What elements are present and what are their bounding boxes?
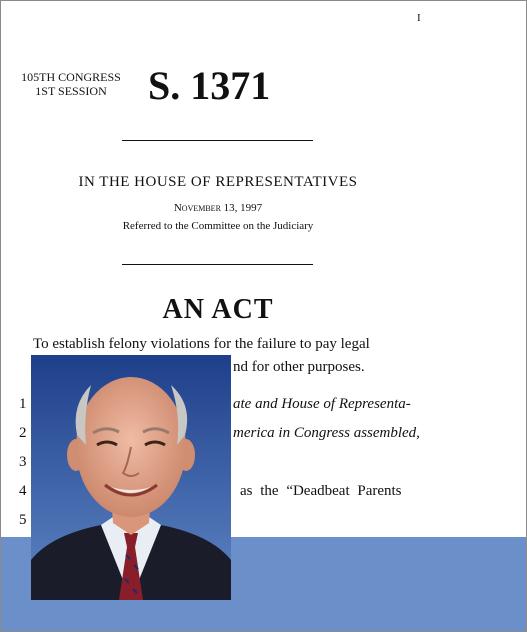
line-number: 1 <box>19 396 27 412</box>
divider-bottom <box>122 264 313 265</box>
purpose-line-2: nd for other purposes. <box>233 359 365 375</box>
referral-date: November 13, 1997 <box>173 202 263 214</box>
short-title-line: as the “Deadbeat Parents <box>240 483 402 499</box>
portrait-photo-image <box>31 355 231 600</box>
page-number: I <box>417 12 421 24</box>
line-number: 4 <box>19 483 27 499</box>
session-label: 1ST SESSION <box>35 84 107 98</box>
line-number: 3 <box>19 454 27 470</box>
referral-text: Referred to the Committee on the Judiciary <box>122 220 314 232</box>
chamber-heading: IN THE HOUSE OF REPRESENTATIVES <box>78 174 358 190</box>
enacting-clause-line: ate and House of Representa- <box>233 396 411 412</box>
line-number: 2 <box>19 425 27 441</box>
act-title: AN ACT <box>162 294 274 325</box>
congress-session-block <box>10 70 132 98</box>
enacting-clause-line: merica in Congress assembled, <box>233 425 420 441</box>
portrait-photo <box>31 355 231 600</box>
line-number: 5 <box>19 512 27 528</box>
congress-label: 105TH CONGRESS <box>21 70 121 84</box>
purpose-line-1: To establish felony violations for the failure to pay legal <box>33 336 370 352</box>
divider-top <box>122 140 313 141</box>
bill-number: S. 1371 <box>148 63 271 108</box>
